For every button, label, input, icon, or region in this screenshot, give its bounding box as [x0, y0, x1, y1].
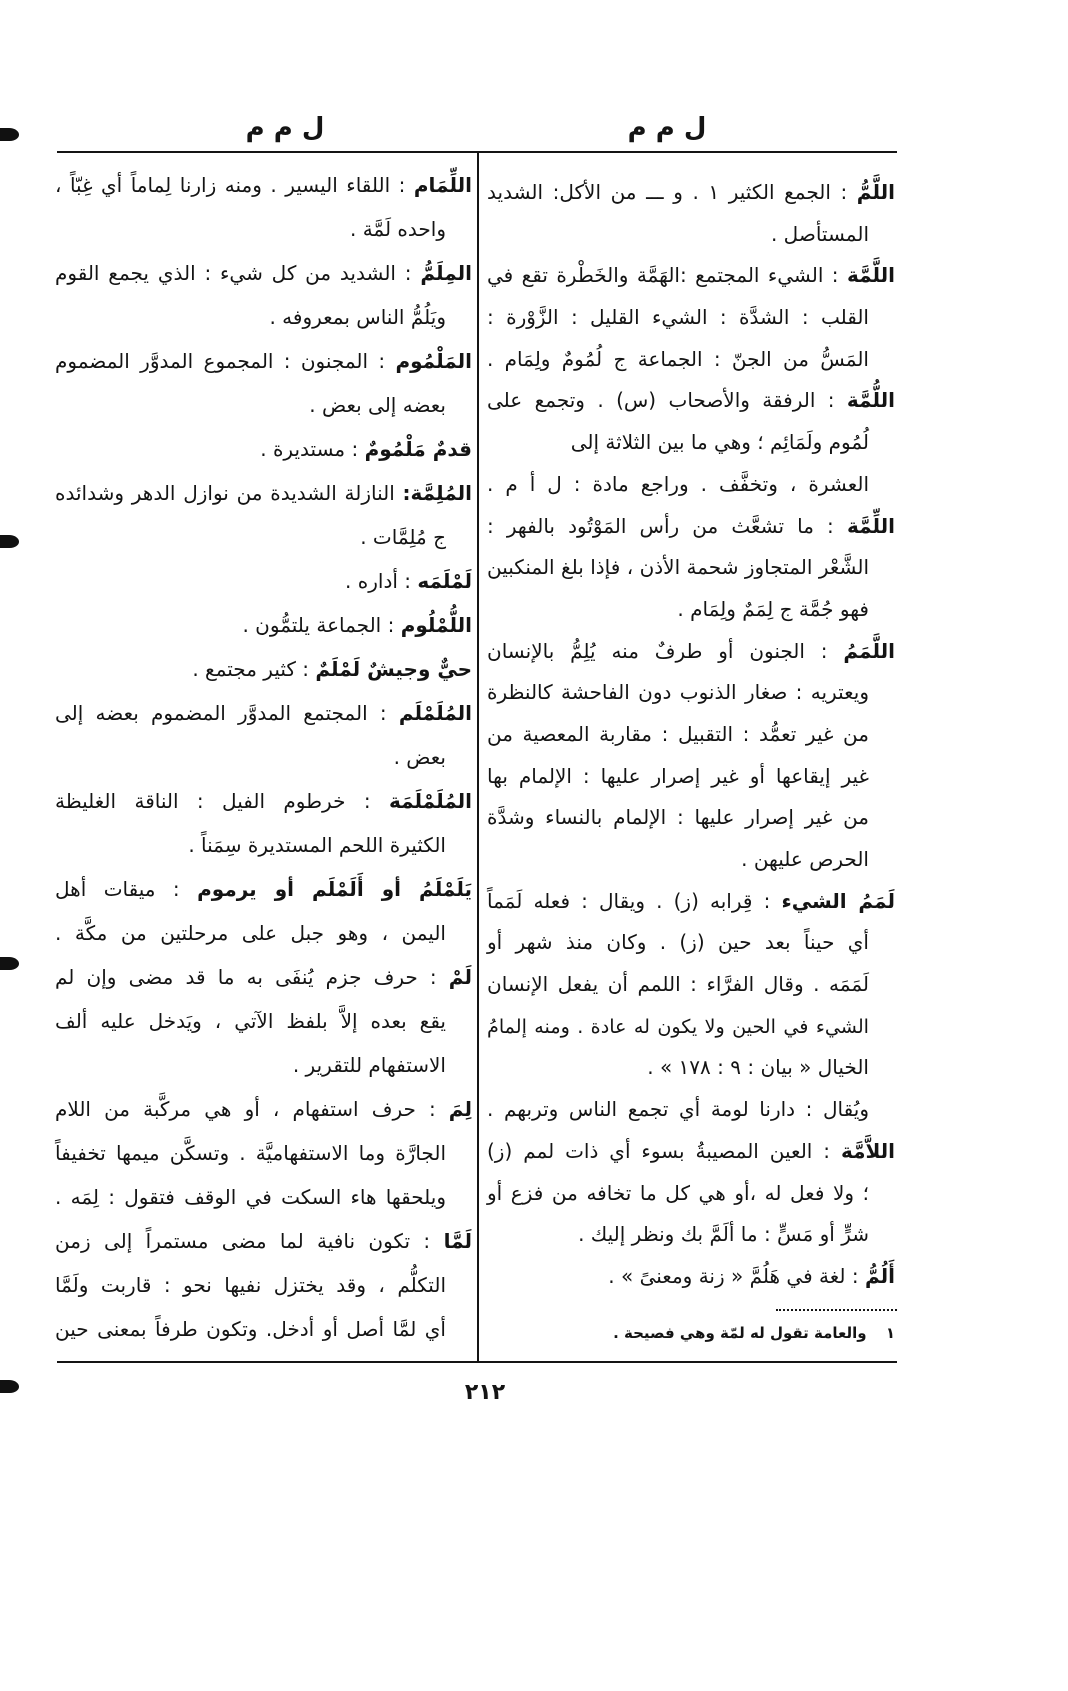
entry-line [487, 631, 895, 673]
definition-text: : الجنون أو طرفٌ منه يُلِمُّ بالإنسان [487, 638, 828, 663]
line-text [55, 789, 472, 813]
entry-line [55, 339, 472, 383]
binding-mark [0, 128, 19, 141]
footnote-separator [776, 1309, 897, 1311]
continuation-line [487, 714, 895, 756]
headword: اللُّمْلُوم [400, 613, 472, 637]
headword: اللِّمَّة [846, 513, 896, 538]
definition-text: الحرص عليهن . [741, 847, 869, 871]
running-head-left: ل م م [245, 113, 325, 143]
continuation-line [487, 672, 895, 714]
entry-line [55, 1087, 472, 1131]
bottom-rule [57, 1361, 897, 1363]
line-text [55, 1317, 446, 1341]
continuation-line [487, 339, 895, 381]
line-text [55, 261, 472, 285]
entry-line [55, 427, 472, 471]
definition-text: فهو جُمَّة ج لِمَمٌ ولِمَام . [677, 596, 869, 621]
line-text [55, 701, 472, 725]
definition-text: غير إيقاعها أو غير إصرار عليها : الإلمام بها [487, 763, 869, 788]
headword: لَمَّا [443, 1229, 472, 1253]
headword: حيٌّ وجيشٌ لَمْلَمٌ [315, 657, 472, 681]
definition-text: واحده لَمَّة . [349, 217, 446, 241]
definition-text: بعض . [393, 745, 446, 769]
entry-line [487, 172, 895, 214]
definition-text: ويعتريه : صغار الذنوب دون الفاحشة كالنظرة [487, 680, 869, 705]
entry-line [487, 380, 895, 422]
headword: اللَّمَمُ [843, 638, 895, 663]
entry-line [487, 255, 895, 297]
entry-line [55, 867, 472, 911]
line-text [487, 555, 869, 579]
definition-text: الخيال « بيان : ٩ : ١٧٨ » . [647, 1055, 869, 1080]
continuation-line [55, 1175, 472, 1219]
definition-text: ويُقال : دارنا لومة أي تجمع الناس وتربهم . [487, 1097, 869, 1122]
continuation-line [487, 464, 895, 506]
definition-text: : قِرابه (ز) . ويقال : فعله لَمَماً [487, 888, 771, 913]
definition-text: : الرفقة والأصحاب (س) . وتجمع على [487, 388, 835, 413]
line-text [647, 1055, 869, 1079]
definition-text: شرٍّ أو مَسٍّ : ما ألَمَّ بك ونظر إليك . [578, 1222, 869, 1247]
entry-line [55, 955, 472, 999]
line-text [55, 349, 472, 373]
binding-mark [0, 535, 19, 548]
line-text [55, 481, 472, 505]
continuation-line [487, 922, 895, 964]
continuation-line [487, 1047, 895, 1089]
headword: لَمَمُ الشيء [781, 888, 896, 913]
line-text [487, 930, 869, 954]
definition-text: الجارَّة وما الاستفهاميَّة . وتسكَّن ميمها تخفيفاً [55, 1141, 446, 1165]
line-text [487, 1139, 895, 1163]
continuation-line [487, 297, 895, 339]
line-text [741, 847, 869, 871]
line-text [55, 173, 472, 197]
headword: المَلْمُوم [395, 349, 473, 373]
definition-text: : ما تشعَّث من رأس المَوْتُود بالفهر : [487, 513, 834, 538]
definition-text: ج مُلِمَّات . [360, 525, 446, 549]
line-text [487, 347, 869, 371]
headword: اللَّمَّة [846, 263, 896, 288]
footnote [613, 1320, 895, 1346]
definition-text: : لغة في هَلُمَّ « زنة ومعنىً » . [608, 1263, 859, 1288]
entry-line [55, 779, 472, 823]
continuation-line [55, 911, 472, 955]
continuation-line [55, 999, 472, 1043]
line-text [487, 180, 895, 204]
line-text [487, 639, 895, 663]
line-text [55, 1009, 446, 1033]
line-text [309, 393, 446, 417]
continuation-line [55, 1131, 472, 1175]
line-text [55, 1141, 446, 1165]
binding-mark [0, 957, 19, 970]
line-text [487, 514, 895, 538]
continuation-line [55, 207, 472, 251]
line-text [55, 1185, 446, 1209]
entry-line [55, 163, 472, 207]
line-text [260, 437, 472, 461]
definition-text: من غير إصرار عليها : الإلمام بالنساء وشدَّة [487, 805, 869, 830]
line-text [677, 597, 869, 621]
entry-line [487, 1256, 895, 1298]
entry-line [55, 603, 472, 647]
line-text [578, 1222, 869, 1246]
definition-text: : تكون نافية لما مضى مستمراً إلى زمن [55, 1229, 431, 1253]
headword: اللِّمَام [413, 173, 472, 197]
line-text [487, 388, 895, 412]
definition-text: الاستفهام للتقرير . [292, 1053, 446, 1077]
line-text [188, 833, 446, 857]
line-text [487, 1015, 869, 1038]
line-text [55, 1097, 472, 1121]
definition-text: : كثير مجتمع . [192, 657, 310, 681]
continuation-line [487, 589, 895, 631]
headword: أَلُمُّ [864, 1263, 895, 1288]
entry-line [55, 647, 472, 691]
line-text [487, 722, 869, 746]
footnote-marker: ١ [885, 1324, 895, 1342]
line-text [487, 1181, 869, 1205]
definition-text: أي حيناً بعد حين (ز) . وكان منذ شهر أو [487, 930, 869, 955]
entry-line [487, 1131, 895, 1173]
line-text [293, 1053, 446, 1077]
line-text [394, 745, 446, 769]
definition-text: العشرة ، وتخفَّف . وراجع مادة : ل أ م . [487, 471, 869, 496]
definition-text: لُمُوم ولَمَائِم ؛ وهي ما بين الثلاثة إلى [570, 430, 869, 455]
line-text [55, 877, 472, 901]
headword: اللَّمُّ [856, 180, 895, 204]
definition-text: المستأصل . [770, 221, 869, 246]
definition-text: : حرف جزم يُنفَى به ما قد مضى وإن لم [55, 965, 437, 989]
left-column [55, 163, 472, 1351]
definition-text: الشيء في الحين ولا يكون له عادة . ومنه إلمامُ [487, 1014, 869, 1038]
definition-text: : المجتمع المدوَّر المضموم بعضه إلى [55, 701, 387, 725]
definition-text: : المجنون : المجموع المدوَّر المضموم [55, 349, 386, 373]
line-text [487, 889, 895, 913]
line-text [487, 805, 869, 829]
definition-text: : اللقاء اليسير . ومنه زارنا لِماماً أي غِبّاً ، [55, 173, 406, 197]
line-text [350, 217, 446, 241]
continuation-line [55, 295, 472, 339]
definition-text: بعضه إلى بعض . [309, 393, 446, 417]
definition-text: : الجماعة يلتمُّون . [242, 613, 395, 637]
continuation-line [55, 515, 472, 559]
continuation-line [55, 823, 472, 867]
continuation-line [487, 214, 895, 256]
continuation-line [487, 839, 895, 881]
line-text [487, 305, 869, 329]
definition-text: لَمَمَه . وقال الفرَّاء : اللمم أن يفعل الإنسان [487, 972, 869, 997]
definition-text: التكلُّم ، وقد يختزل نفيها نحو : قاربت ولَمَّا [55, 1273, 446, 1297]
definition-text: : الشديد من كل شيء : الذي يجمع القوم [55, 261, 412, 285]
headword: لَمْلَمَه [417, 569, 472, 593]
headword: لَمْ [448, 965, 472, 989]
line-text [487, 263, 895, 287]
entry-line [55, 691, 472, 735]
definition-text: من غير تعمُّد : التقبيل : مقاربة المعصية من [487, 721, 869, 746]
line-text [487, 472, 869, 496]
continuation-line [55, 1043, 472, 1087]
definition-text: : أداره . [345, 569, 412, 593]
line-text [360, 525, 446, 549]
headword: اللُّمَّة [846, 388, 895, 413]
definition-text: المَسُّ من الجنّ : الجماعة ج لُمُومٌ ولِمَام . [487, 346, 869, 371]
headword: المُلِمَّة: [402, 481, 472, 505]
line-text [571, 430, 869, 454]
footnote-text: والعامة تقول له لمّة وهي فصيحة . [613, 1324, 867, 1342]
definition-text: اليمن ، وهو جبل على مرحلتين من مكَّة . [55, 921, 446, 945]
binding-mark [0, 1380, 19, 1393]
continuation-line [55, 1307, 472, 1351]
continuation-line [487, 1089, 895, 1131]
line-text [269, 305, 446, 329]
headword: المِلَمُّ [420, 261, 472, 285]
continuation-line [55, 735, 472, 779]
line-text [487, 680, 869, 704]
definition-text: أي لمَّا أصل أو أدخل. وتكون طرفاً بمعنى حين [55, 1317, 446, 1341]
page-number: ٢١٢ [464, 1380, 506, 1405]
definition-text: الكثيرة اللحم المستديرة سِمَناً . [188, 833, 446, 857]
entry-line [487, 881, 895, 923]
continuation-line [487, 756, 895, 798]
running-head-right: ل م م [627, 113, 707, 143]
headword: لِمَ [448, 1097, 472, 1121]
entry-line [55, 251, 472, 295]
line-text [487, 1097, 869, 1121]
definition-text: القلب : الشدَّة : الشيء القليل : الزَّوْرة : [487, 305, 869, 330]
definition-text: ؛ ولا فعل له ،أو هي كل ما تخافه من فزع أو [487, 1180, 869, 1205]
entry-line [55, 559, 472, 603]
definition-text: : حرف استفهام ، أو هي مركَّبة من اللام [55, 1097, 436, 1121]
definition-text: : ميقات أهل [55, 877, 180, 901]
definition-text: : الجمع الكثير ١ . و ـــ من الأكل: الشديد [487, 180, 848, 204]
line-text [55, 1273, 446, 1297]
line-text [192, 657, 472, 681]
line-text [608, 1264, 895, 1288]
continuation-line [487, 422, 895, 464]
continuation-line [487, 547, 895, 589]
headword: المُلَمْلَمَة [388, 789, 473, 813]
continuation-line [487, 797, 895, 839]
definition-text: النازلة الشديدة من نوازل الدهر وشدائده [55, 481, 395, 505]
column-divider [477, 152, 479, 1362]
entry-line [55, 471, 472, 515]
line-text [487, 764, 869, 788]
continuation-line [487, 1006, 895, 1048]
headword: قدمٌ مَلْمُومٌ [364, 437, 472, 461]
definition-text: : خرطوم الفيل : الناقة الغليظة [55, 789, 371, 813]
continuation-line [487, 1173, 895, 1215]
line-text [242, 613, 472, 637]
line-text [771, 222, 869, 246]
headword: يَلَمْلَمُ أو أَلَمْلَم أو يرموم [197, 877, 472, 901]
line-text [55, 921, 446, 945]
line-text [487, 972, 869, 996]
continuation-line [487, 964, 895, 1006]
definition-text: ويلحقها هاء السكت في الوقف فتقول : لِمَه . [55, 1185, 446, 1209]
line-text [345, 569, 472, 593]
continuation-line [487, 1214, 895, 1256]
headword: اللاَّمَّة [840, 1138, 896, 1163]
continuation-line [55, 1263, 472, 1307]
entry-line [55, 1219, 472, 1263]
line-text [55, 1229, 472, 1253]
continuation-line [55, 383, 472, 427]
line-text [55, 965, 472, 989]
definition-text: : الشيء المجتمع :الهَمَّة والخَطْرة تقع في [487, 263, 839, 288]
entry-line [487, 506, 895, 548]
headword: المُلَمْلَم [398, 701, 473, 725]
definition-text: ويَلُمُّ الناس بمعروفه . [269, 305, 446, 329]
definition-text: : العين المصيبةُ بسوء أي ذات لمم (ز) [487, 1138, 831, 1163]
definition-text: الشَّعْر المتجاوز شحمة الأذن ، فإذا بلغ المنكبين [487, 555, 869, 580]
definition-text: : مستديرة . [260, 437, 359, 461]
right-column [487, 172, 895, 1298]
definition-text: يقع بعده إلاَّ بلفظ الآتي ، ويَدخل عليه ألف [55, 1009, 446, 1033]
